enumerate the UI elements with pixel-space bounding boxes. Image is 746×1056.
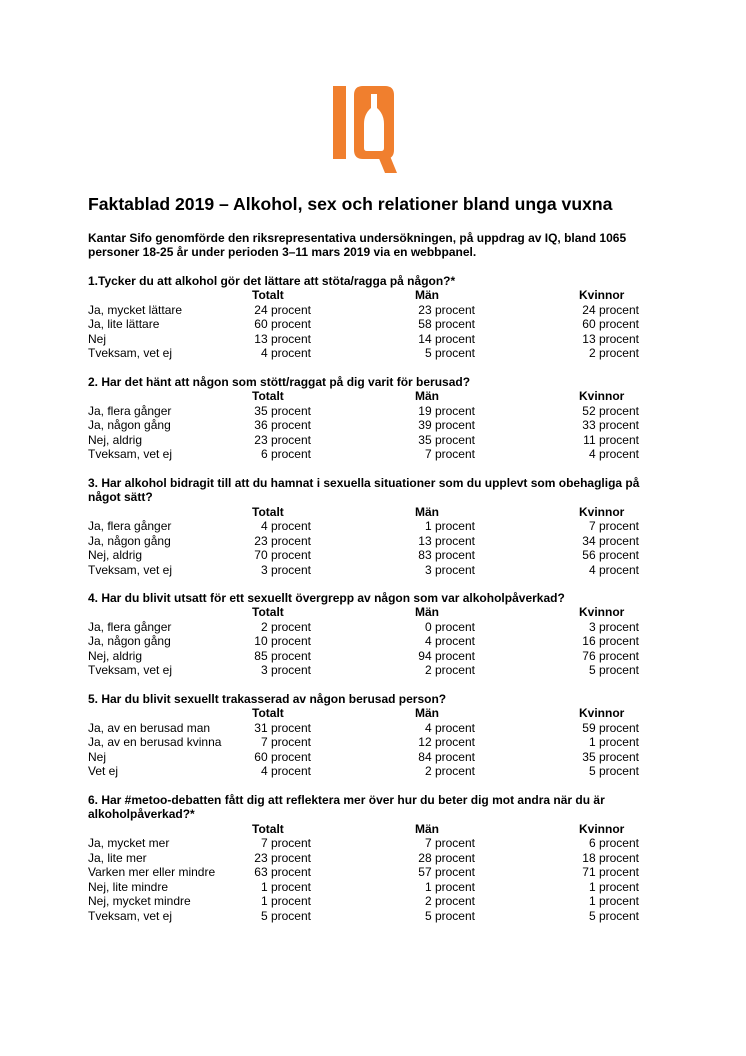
value-totalt: 7 procent <box>260 836 311 850</box>
table-row <box>88 534 648 549</box>
table-row <box>88 894 648 909</box>
value-man: 5 procent <box>424 909 475 923</box>
table-row <box>88 865 648 880</box>
row-label: Ja, någon gång <box>88 534 171 548</box>
value-kvinnor: 35 procent <box>582 750 639 764</box>
value-kvinnor: 24 procent <box>582 303 639 317</box>
column-header-kvinnor: Kvinnor <box>579 706 625 720</box>
value-man: 19 procent <box>418 404 475 418</box>
value-totalt: 7 procent <box>260 735 311 749</box>
table-row <box>88 620 648 635</box>
table-row <box>88 433 648 448</box>
value-man: 58 procent <box>418 317 475 331</box>
value-man: 12 procent <box>418 735 475 749</box>
row-label: Ja, av en berusad kvinna <box>88 735 222 749</box>
table-row <box>88 563 648 578</box>
table-row <box>88 332 648 347</box>
table-row <box>88 649 648 664</box>
value-totalt: 4 procent <box>260 519 311 533</box>
value-kvinnor: 1 procent <box>588 894 639 908</box>
iq-logo <box>333 86 397 174</box>
value-man: 35 procent <box>418 433 475 447</box>
value-man: 84 procent <box>418 750 475 764</box>
row-label: Tveksam, vet ej <box>88 447 173 461</box>
value-man: 2 procent <box>424 663 475 677</box>
value-man: 4 procent <box>424 721 475 735</box>
value-kvinnor: 16 procent <box>582 634 639 648</box>
value-totalt: 1 procent <box>260 880 311 894</box>
table-row <box>88 418 648 433</box>
row-label: Ja, flera gånger <box>88 519 172 533</box>
row-label: Ja, av en berusad man <box>88 721 211 735</box>
question-title: 6. Har #metoo-debatten fått dig att reflektera mer över hur du beter dig mot andra när du är alkoholpåverkad?* <box>88 793 605 822</box>
value-totalt: 4 procent <box>260 346 311 360</box>
column-header-kvinnor: Kvinnor <box>579 822 625 836</box>
intro-paragraph: Kantar Sifo genomförde den riksrepresentativa undersökningen, på uppdrag av IQ, bland 1065 personer 18-25 år under perioden 3–11 mars 2019 via en webbpanel. <box>88 231 627 259</box>
value-man: 39 procent <box>418 418 475 432</box>
value-totalt: 60 procent <box>254 750 311 764</box>
row-label: Tveksam, vet ej <box>88 909 173 923</box>
value-man: 14 procent <box>418 332 475 346</box>
value-kvinnor: 76 procent <box>582 649 639 663</box>
table-row <box>88 851 648 866</box>
value-totalt: 1 procent <box>260 894 311 908</box>
row-label: Nej, aldrig <box>88 548 143 562</box>
value-totalt: 4 procent <box>260 764 311 778</box>
value-totalt: 23 procent <box>254 534 311 548</box>
row-label: Nej <box>88 750 107 764</box>
value-man: 1 procent <box>424 880 475 894</box>
column-header-man: Män <box>415 505 439 519</box>
value-totalt: 31 procent <box>254 721 311 735</box>
column-header-totalt: Totalt <box>252 505 284 519</box>
value-totalt: 13 procent <box>254 332 311 346</box>
value-kvinnor: 1 procent <box>588 880 639 894</box>
column-header-man: Män <box>415 389 439 403</box>
table-row <box>88 721 648 736</box>
column-header-kvinnor: Kvinnor <box>579 605 625 619</box>
value-kvinnor: 60 procent <box>582 317 639 331</box>
value-totalt: 23 procent <box>254 851 311 865</box>
value-kvinnor: 1 procent <box>588 735 639 749</box>
row-label: Varken mer eller mindre <box>88 865 216 879</box>
value-man: 23 procent <box>418 303 475 317</box>
row-label: Ja, någon gång <box>88 418 171 432</box>
row-label: Ja, lite lättare <box>88 317 160 331</box>
value-kvinnor: 3 procent <box>588 620 639 634</box>
table-row <box>88 836 648 851</box>
value-totalt: 35 procent <box>254 404 311 418</box>
value-kvinnor: 56 procent <box>582 548 639 562</box>
value-man: 7 procent <box>424 447 475 461</box>
column-header-man: Män <box>415 288 439 302</box>
value-man: 0 procent <box>424 620 475 634</box>
column-header-row <box>88 822 648 837</box>
value-totalt: 63 procent <box>254 865 311 879</box>
value-totalt: 36 procent <box>254 418 311 432</box>
table-row <box>88 519 648 534</box>
row-label: Tveksam, vet ej <box>88 663 173 677</box>
row-label: Ja, flera gånger <box>88 404 172 418</box>
value-man: 1 procent <box>424 519 475 533</box>
column-header-row <box>88 605 648 620</box>
value-totalt: 85 procent <box>254 649 311 663</box>
value-kvinnor: 5 procent <box>588 909 639 923</box>
value-kvinnor: 6 procent <box>588 836 639 850</box>
page-title: Faktablad 2019 – Alkohol, sex och relationer bland unga vuxna <box>88 194 613 214</box>
row-label: Tveksam, vet ej <box>88 346 173 360</box>
value-totalt: 3 procent <box>260 563 311 577</box>
value-kvinnor: 34 procent <box>582 534 639 548</box>
column-header-row <box>88 706 648 721</box>
table-row <box>88 346 648 361</box>
column-header-totalt: Totalt <box>252 822 284 836</box>
row-label: Nej, lite mindre <box>88 880 169 894</box>
value-kvinnor: 18 procent <box>582 851 639 865</box>
question-title: 5. Har du blivit sexuellt trakasserad av någon berusad person? <box>88 692 447 706</box>
table-row <box>88 634 648 649</box>
row-label: Tveksam, vet ej <box>88 563 173 577</box>
value-kvinnor: 59 procent <box>582 721 639 735</box>
column-header-totalt: Totalt <box>252 605 284 619</box>
column-header-totalt: Totalt <box>252 389 284 403</box>
value-man: 3 procent <box>424 563 475 577</box>
question-title: 3. Har alkohol bidragit till att du hamnat i sexuella situationer som du upplevt som obehagliga på något sätt? <box>88 476 640 505</box>
row-label: Ja, mycket mer <box>88 836 170 850</box>
value-totalt: 23 procent <box>254 433 311 447</box>
value-totalt: 2 procent <box>260 620 311 634</box>
row-label: Ja, någon gång <box>88 634 171 648</box>
row-label: Ja, lite mer <box>88 851 147 865</box>
value-kvinnor: 71 procent <box>582 865 639 879</box>
row-label: Vet ej <box>88 764 119 778</box>
table-row <box>88 317 648 332</box>
row-label: Nej, aldrig <box>88 433 143 447</box>
value-totalt: 10 procent <box>254 634 311 648</box>
row-label: Nej, aldrig <box>88 649 143 663</box>
table-row <box>88 909 648 924</box>
table-row <box>88 750 648 765</box>
value-kvinnor: 7 procent <box>588 519 639 533</box>
value-kvinnor: 4 procent <box>588 563 639 577</box>
value-man: 2 procent <box>424 764 475 778</box>
question-title: 2. Har det hänt att någon som stött/raggat på dig varit för berusad? <box>88 375 471 389</box>
value-totalt: 6 procent <box>260 447 311 461</box>
table-row <box>88 880 648 895</box>
value-kvinnor: 52 procent <box>582 404 639 418</box>
table-row <box>88 548 648 563</box>
column-header-man: Män <box>415 822 439 836</box>
value-kvinnor: 2 procent <box>588 346 639 360</box>
value-totalt: 24 procent <box>254 303 311 317</box>
value-kvinnor: 11 procent <box>583 433 639 447</box>
value-man: 2 procent <box>424 894 475 908</box>
value-totalt: 3 procent <box>260 663 311 677</box>
table-row <box>88 303 648 318</box>
column-header-totalt: Totalt <box>252 706 284 720</box>
value-man: 13 procent <box>418 534 475 548</box>
column-header-row <box>88 505 648 520</box>
column-header-row <box>88 288 648 303</box>
table-row <box>88 764 648 779</box>
row-label: Nej, mycket mindre <box>88 894 191 908</box>
value-totalt: 70 procent <box>254 548 311 562</box>
value-man: 28 procent <box>418 851 475 865</box>
row-label: Nej <box>88 332 107 346</box>
value-man: 4 procent <box>424 634 475 648</box>
value-man: 7 procent <box>424 836 475 850</box>
column-header-kvinnor: Kvinnor <box>579 389 625 403</box>
table-row <box>88 735 648 750</box>
value-kvinnor: 5 procent <box>588 663 639 677</box>
value-kvinnor: 13 procent <box>582 332 639 346</box>
table-row <box>88 447 648 462</box>
column-header-totalt: Totalt <box>252 288 284 302</box>
value-totalt: 5 procent <box>260 909 311 923</box>
value-man: 83 procent <box>418 548 475 562</box>
column-header-row <box>88 389 648 404</box>
value-kvinnor: 4 procent <box>588 447 639 461</box>
value-kvinnor: 5 procent <box>588 764 639 778</box>
value-kvinnor: 33 procent <box>582 418 639 432</box>
column-header-man: Män <box>415 605 439 619</box>
row-label: Ja, mycket lättare <box>88 303 183 317</box>
column-header-kvinnor: Kvinnor <box>579 288 625 302</box>
question-title: 4. Har du blivit utsatt för ett sexuellt övergrepp av någon som var alkoholpåverkad? <box>88 591 565 605</box>
iq-logo-graphic <box>333 86 397 174</box>
value-man: 5 procent <box>424 346 475 360</box>
table-row <box>88 663 648 678</box>
value-man: 57 procent <box>418 865 475 879</box>
row-label: Ja, flera gånger <box>88 620 172 634</box>
value-man: 94 procent <box>418 649 475 663</box>
table-row <box>88 404 648 419</box>
question-title: 1.Tycker du att alkohol gör det lättare att stöta/ragga på någon?* <box>88 274 456 288</box>
column-header-kvinnor: Kvinnor <box>579 505 625 519</box>
column-header-man: Män <box>415 706 439 720</box>
value-totalt: 60 procent <box>254 317 311 331</box>
